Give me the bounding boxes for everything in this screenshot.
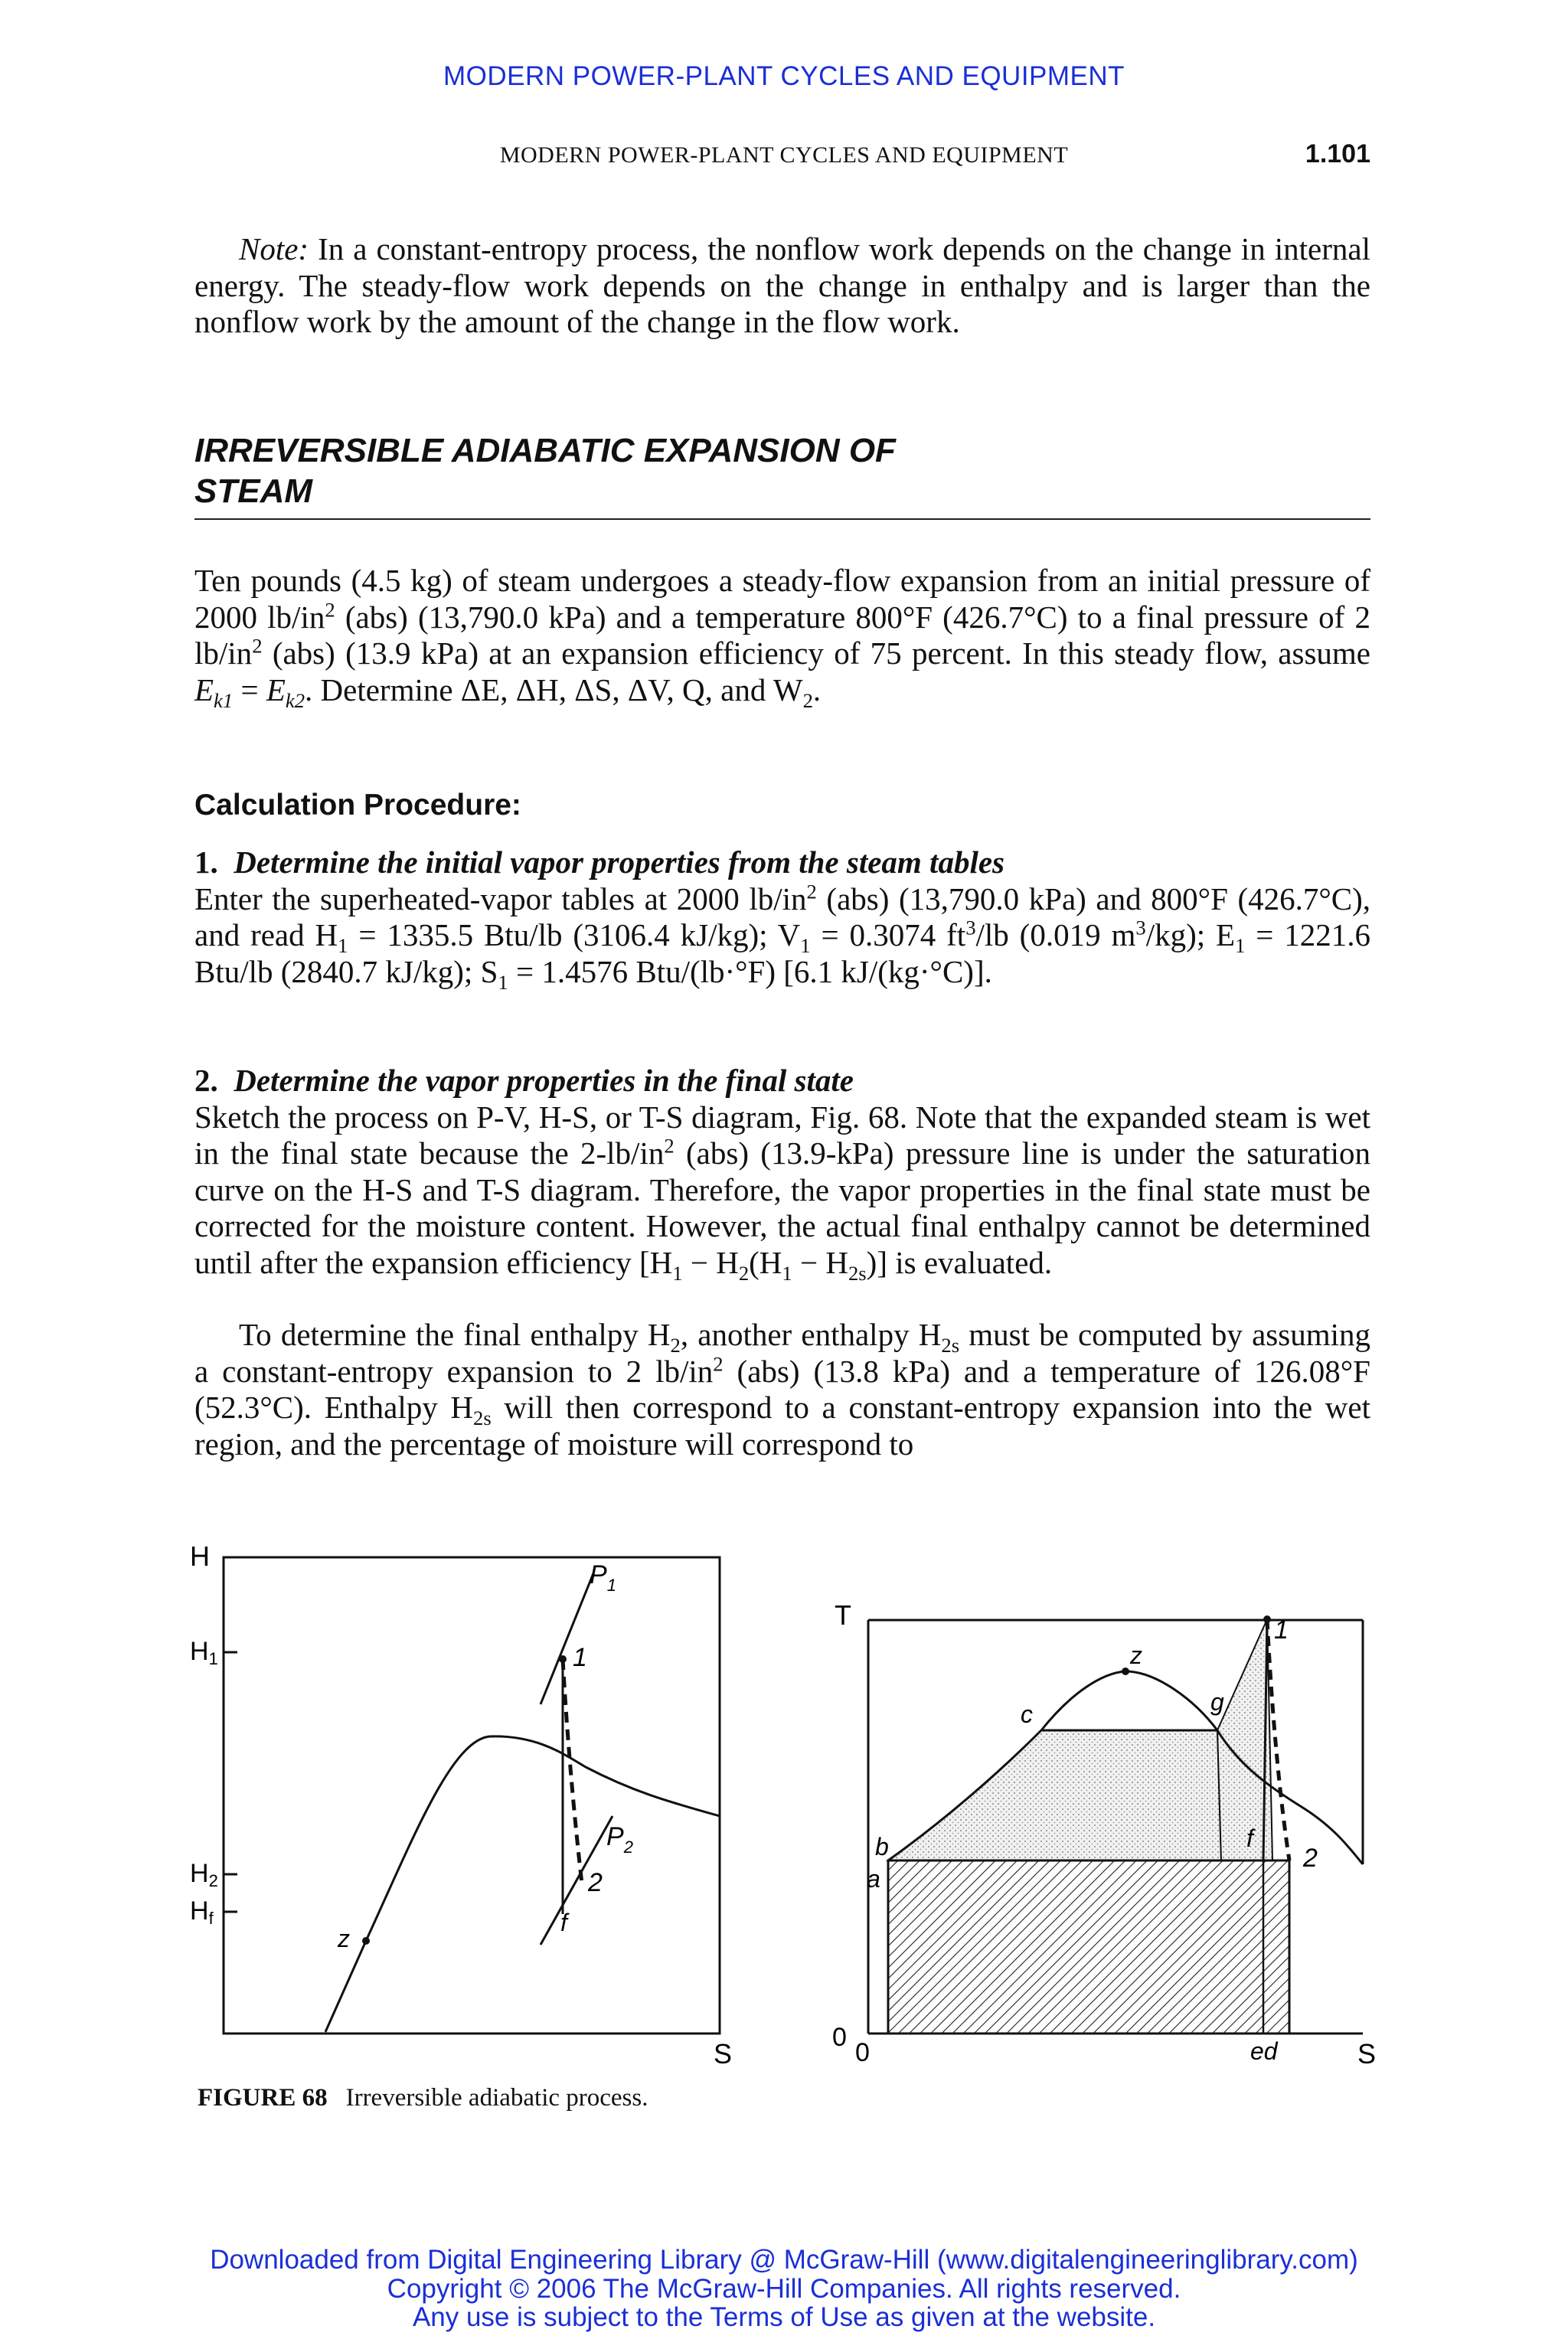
hs-label-z: z — [338, 1925, 350, 1952]
footer-download-link[interactable]: Downloaded from Digital Engineering Library @ McGraw-Hill (www.digitalengineeringlibrary.com) — [210, 2245, 1358, 2275]
ts-label-b: b — [875, 1833, 889, 1860]
step1-paragraph: 1. Determine the initial vapor properties from the steam tables Enter the superheated-vapor tables at 2000 $lb/in^2$ (abs) (13,790.0 kPa) and 800°F (426.7°C), and read $H_1 = 1335.5$ Btu/lb (3106.4 kJ/kg); $V_1 = 0.3074$ $ft^3/lb$ (0.019 $m^3/kg$); $E_1 = 1221.6$ Btu/lb (2840.7 kJ/kg); $S_1 = 1.4576$ Btu/(lb·°F) [6.1 kJ/(kg·°C)]. — [194, 844, 1371, 994]
problem-paragraph: Ten pounds (4.5 kg) of steam undergoes a steady-flow expansion from an initial pressure of 2000 $lb/in^2$ (abs) (13,790.0 kPa) and a temperature 800°F (426.7°C) to a final pressure of 2 $lb/in^2$ (abs) (13.9 kPa) at an expansion efficiency of 75 percent. In this steady flow, assume $E_{k1} = E_{k2}$. Determine ΔE, ΔH, ΔS, ΔV, Q, and $W_2$. — [194, 563, 1370, 712]
ts-label-z: z — [1130, 1642, 1142, 1669]
section-title-line2: STEAM — [194, 472, 312, 510]
figure-68 — [0, 1524, 1568, 2075]
footer-copyright: Copyright © 2006 The McGraw-Hill Companies. All rights reserved. — [387, 2274, 1181, 2304]
hs-label-p1: $P_1$ — [590, 1560, 616, 1595]
ts-label-g: g — [1210, 1688, 1224, 1716]
book-title-link[interactable]: MODERN POWER-PLANT CYCLES AND EQUIPMENT — [443, 61, 1125, 91]
hs-label-2: 2 — [588, 1868, 603, 1897]
ts-origin-label-x: 0 — [855, 2038, 870, 2067]
ts-label-ed: ed — [1250, 2037, 1278, 2065]
ts-point-z — [1122, 1668, 1129, 1675]
step2-heading: 2. Determine the vapor properties in the final state — [194, 1063, 854, 1098]
hs-frame — [224, 1557, 720, 2034]
figure-caption — [198, 2084, 648, 2112]
hs-axis-h-label: H — [190, 1540, 210, 1572]
calculation-heading: Calculation Procedure: — [194, 789, 521, 822]
note-label: Note: — [239, 231, 309, 266]
section-rule — [194, 518, 1370, 520]
ts-label-f: f — [1246, 1824, 1253, 1852]
ts-stippled-area — [888, 1730, 1221, 1860]
section-title-line1: IRREVERSIBLE ADIABATIC EXPANSION OF — [194, 432, 896, 469]
hs-axis-s-label: S — [714, 2038, 733, 2069]
ts-label-c: c — [1021, 1700, 1033, 1728]
hs-saturation-curve — [325, 1736, 720, 2032]
hs-tick-label-hf: Hf — [190, 1896, 214, 1928]
enthalpy-paragraph: To determine the final enthalpy $H_2$, another enthalpy $H_{2s}$ must be computed by assuming a constant-entropy expansion to 2 $lb/in^2$ (abs) (13.8 kPa) and a temperature of 126.08°F (52.3°C). Enthalpy $H_{2s}$ will then correspond to a constant-entropy expansion into the wet region, and the percentage of moisture will correspond to — [194, 1317, 1370, 1462]
ts-origin-label-y: 0 — [832, 2023, 847, 2052]
section-title — [194, 430, 896, 511]
ts-axis-t-label: T — [835, 1599, 851, 1631]
hs-point-z — [362, 1937, 370, 1945]
hs-isobar-p1 — [541, 1573, 593, 1704]
figure-caption-label: FIGURE 68 — [198, 2084, 328, 2112]
step1-heading: 1. Determine the initial vapor properties from the steam tables — [194, 844, 1004, 880]
hs-label-1: 1 — [573, 1643, 587, 1672]
ts-diagram — [832, 1599, 1376, 2069]
ts-label-a: a — [867, 1865, 880, 1893]
hs-tick-label-h1: H1 — [190, 1637, 218, 1668]
hs-tick-label-h2: H2 — [190, 1859, 218, 1890]
running-head: MODERN POWER-PLANT CYCLES AND EQUIPMENT — [499, 142, 1069, 168]
figure-caption-text: Irreversible adiabatic process. — [345, 2084, 648, 2112]
hs-actual-expansion-path — [563, 1659, 582, 1883]
ts-axis-s-label: S — [1357, 2038, 1377, 2069]
ts-hatched-area — [888, 1860, 1289, 2034]
ts-point-1 — [1263, 1615, 1271, 1623]
hs-point-1 — [559, 1655, 567, 1663]
ts-label-2: 2 — [1303, 1844, 1318, 1873]
footer-terms: Any use is subject to the Terms of Use as given at the website. — [412, 2302, 1156, 2332]
hs-diagram — [190, 1540, 732, 2069]
note-text: In a constant-entropy process, the nonflow work depends on the change in internal energy. The steady-flow work depends on the change in enthalpy and is larger than the nonflow work by the amount of the change in the flow work. — [194, 231, 1370, 339]
ts-label-1: 1 — [1274, 1615, 1289, 1645]
step2-paragraph: 2. Determine the vapor properties in the final state Sketch the process on P-V, H-S, or T-S diagram, Fig. 68. Note that the expanded steam is wet in the final state because the $2-lb/in^2$ (abs) (13.9-kPa) pressure line is under the saturation curve on the H-S and T-S diagram. Therefore, the vapor properties in the final state must be corrected for the moisture content. However, the actual final enthalpy cannot be determined until after the expansion efficiency $[H_1 - H_2(H_1 - H_{2s})]$ is evaluated. — [194, 1063, 1370, 1285]
note-paragraph — [194, 231, 1370, 341]
hs-label-p2: $P_2$ — [606, 1822, 633, 1857]
hs-label-f: f — [560, 1909, 567, 1936]
page-number: 1.101 — [1305, 139, 1370, 168]
